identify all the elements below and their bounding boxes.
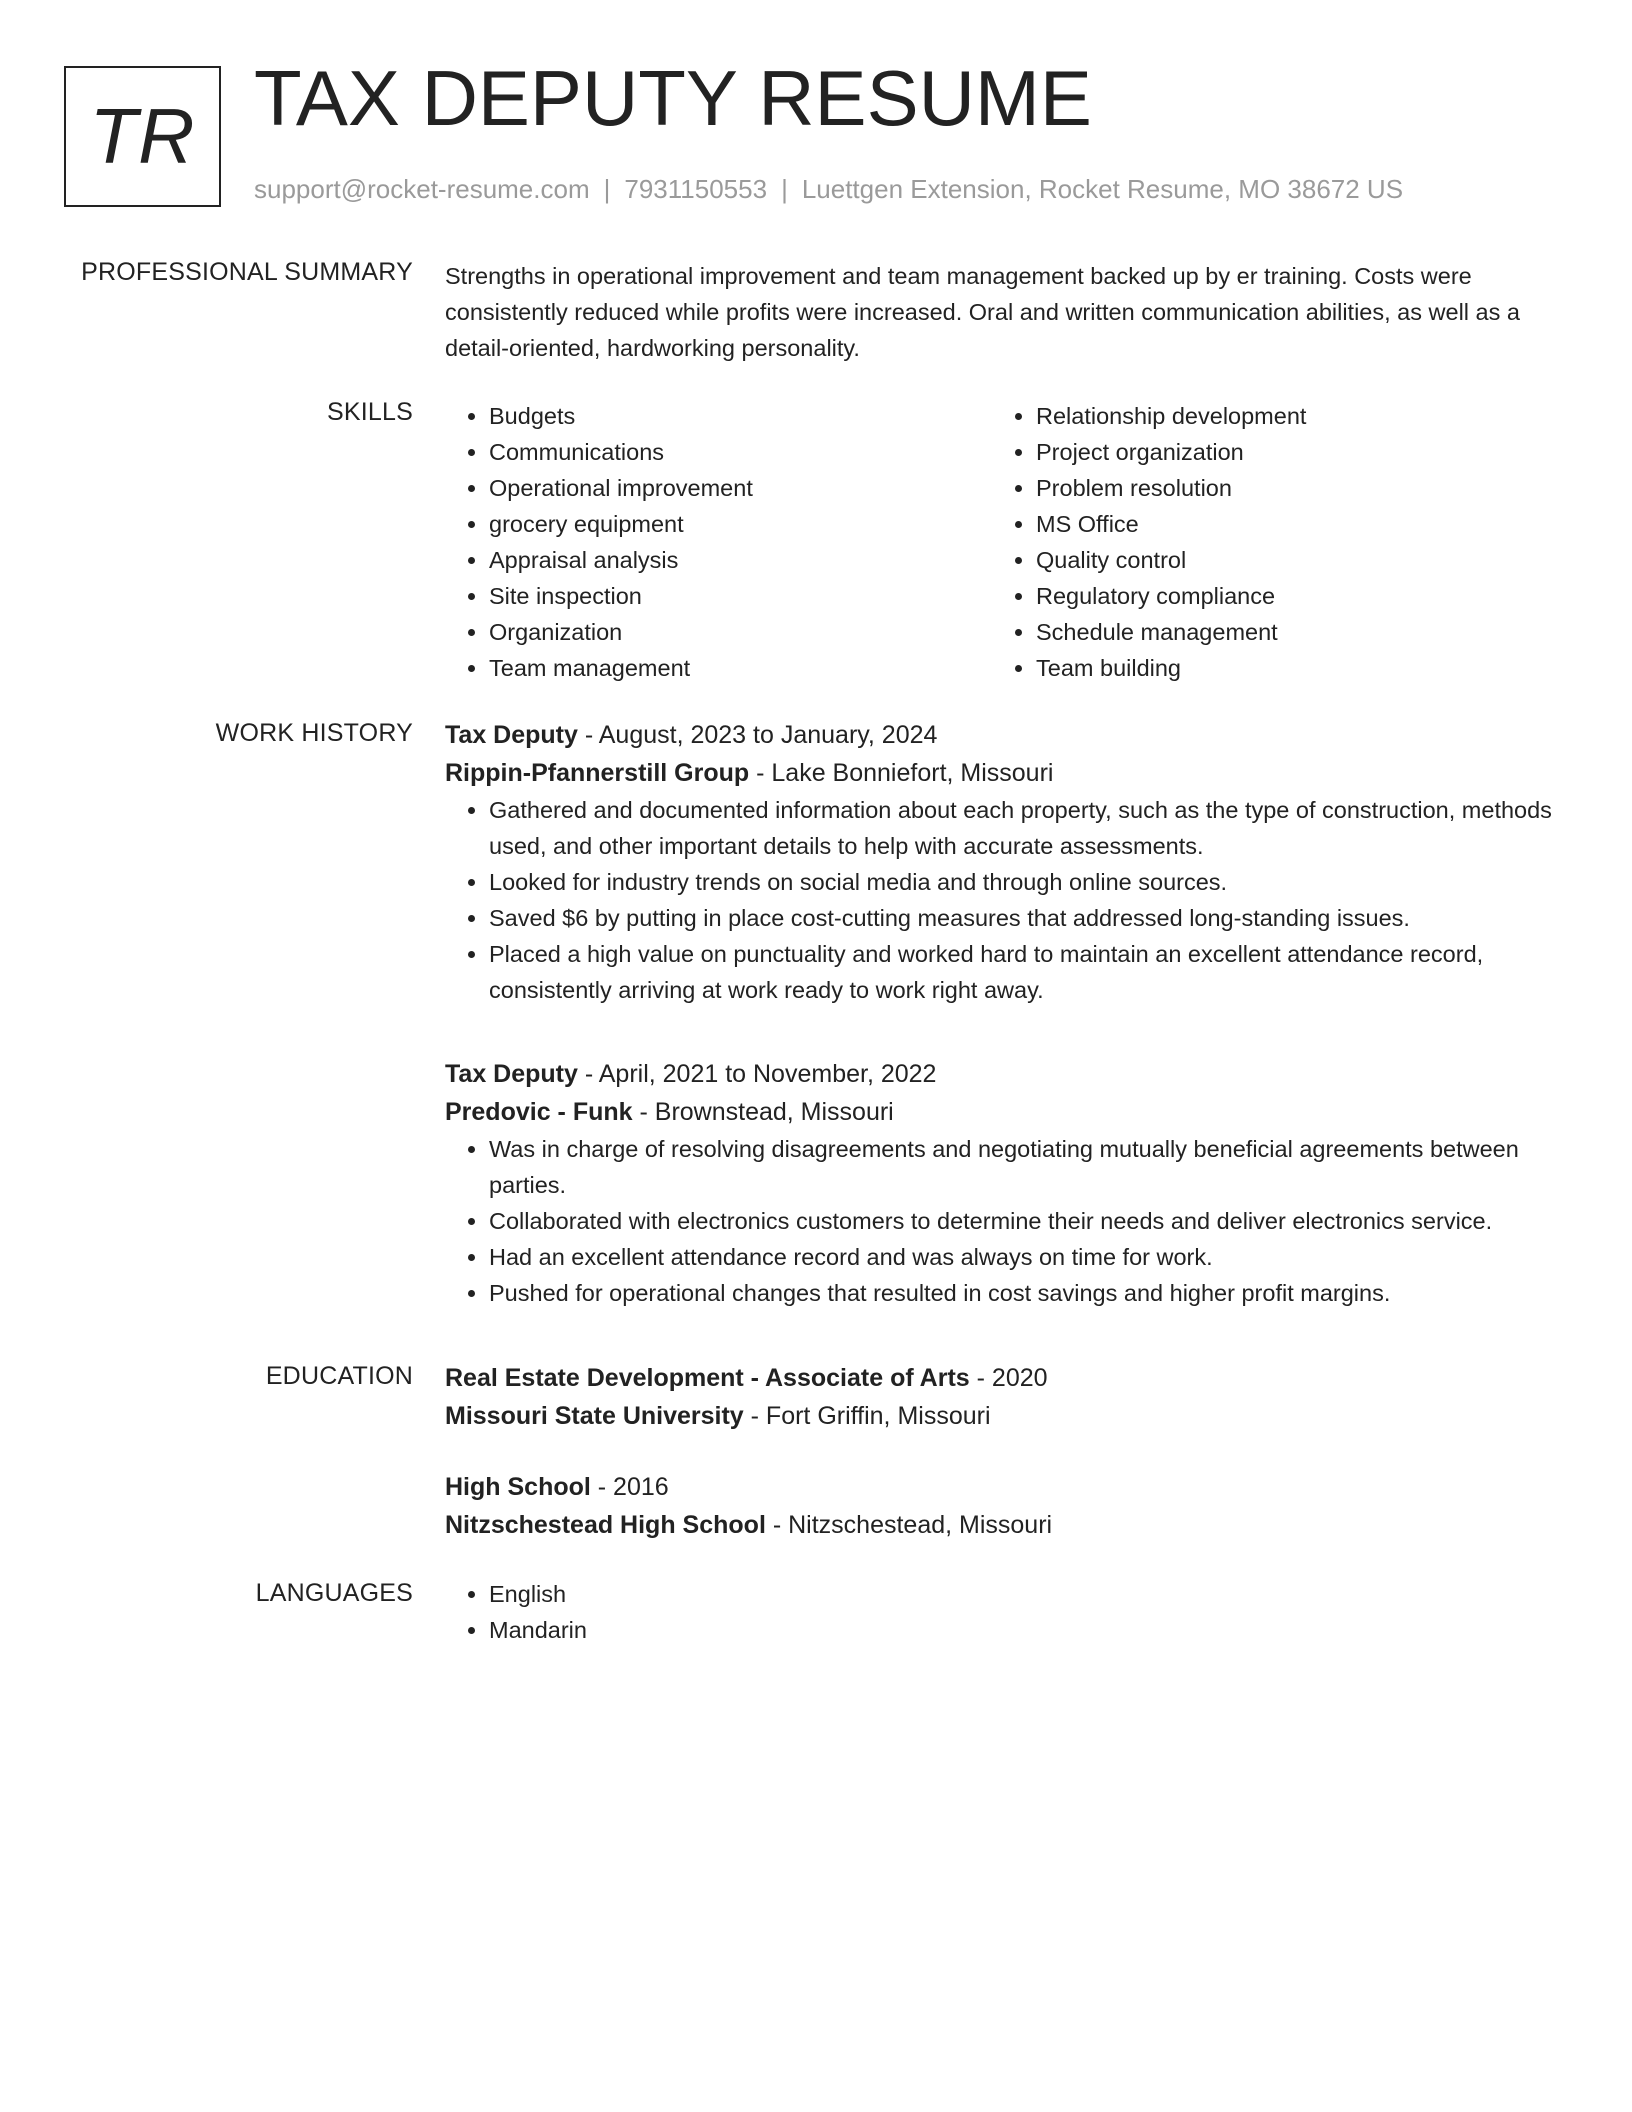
section-label-work: WORK HISTORY — [215, 719, 413, 747]
job-company: Rippin-Pfannerstill Group — [445, 759, 750, 787]
degree-line — [445, 1468, 1555, 1506]
job-bullet: • Gathered and documented information about each property, such as the type of construction, methods used, and other important details to help with accurate assessments. — [489, 792, 1555, 864]
skill-item: • Regulatory compliance — [1036, 578, 1539, 614]
school-line — [445, 1506, 1555, 1544]
language-item: • English — [489, 1576, 1555, 1612]
job-bullet: • Pushed for operational changes that resulted in cost savings and higher profit margins. — [489, 1275, 1555, 1311]
job-title: Tax Deputy — [445, 1060, 578, 1088]
degree-line — [445, 1359, 1555, 1397]
skill-item: • Relationship development — [1036, 398, 1539, 434]
job-location: - Brownstead, Missouri — [632, 1098, 894, 1126]
skills-grid — [445, 398, 1555, 686]
degree-year: - 2020 — [969, 1364, 1048, 1392]
skills-list-left — [445, 398, 992, 686]
skill-item: • grocery equipment — [489, 506, 992, 542]
summary-text: Strengths in operational improvement and team management backed up by er training. Costs were consistently reduced while profits were increased. Oral and written communication abilities, as well as a detail-oriented, hardworking personality. — [445, 263, 1520, 361]
skill-item: • MS Office — [1036, 506, 1539, 542]
languages-list — [445, 1576, 1555, 1648]
skill-item: • Organization — [489, 614, 992, 650]
skills-column-right — [992, 398, 1539, 686]
school-location: - Nitzschestead, Missouri — [765, 1511, 1053, 1539]
skill-item: • Team management — [489, 650, 992, 686]
contact-separator: | — [603, 174, 611, 204]
job-bullets — [445, 792, 1555, 1008]
contact-separator: | — [781, 174, 788, 204]
degree: Real Estate Development - Associate of Arts — [445, 1364, 970, 1392]
job-bullet: • Placed a high value on punctuality and worked hard to maintain an excellent attendance record, consistently arriving at work ready to work right away. — [489, 936, 1555, 1008]
section-label-languages: LANGUAGES — [255, 1579, 413, 1607]
school: Missouri State University — [445, 1402, 744, 1430]
job-title-line — [445, 716, 1555, 754]
skill-item: • Site inspection — [489, 578, 992, 614]
degree: High School — [445, 1473, 591, 1501]
job-entry — [445, 1055, 1555, 1311]
job-bullet: • Was in charge of resolving disagreements and negotiating mutually beneficial agreements between parties. — [489, 1131, 1555, 1203]
languages-section — [445, 1576, 1555, 1648]
school-line — [445, 1397, 1555, 1435]
education-entry — [445, 1468, 1555, 1544]
skills-list-right — [992, 398, 1539, 686]
skill-item: • Budgets — [489, 398, 992, 434]
job-bullet: • Collaborated with electronics customers to determine their needs and deliver electronics service. — [489, 1203, 1555, 1239]
skill-item: • Appraisal analysis — [489, 542, 992, 578]
skill-item: • Communications — [489, 434, 992, 470]
job-bullets — [445, 1131, 1555, 1311]
skill-item: • Quality control — [1036, 542, 1539, 578]
job-company-line — [445, 1093, 1555, 1131]
contact-address: Luettgen Extension, Rocket Resume, MO 38672 US — [801, 174, 1404, 204]
skills-section — [445, 398, 1555, 686]
contact-phone: 7931150553 — [624, 174, 768, 204]
resume-title: TAX DEPUTY RESUME — [254, 54, 1092, 142]
job-entry — [445, 716, 1555, 1008]
language-item: • Mandarin — [489, 1612, 1555, 1648]
section-label-summary: PROFESSIONAL SUMMARY — [81, 258, 413, 286]
job-company: Predovic - Funk — [445, 1098, 633, 1126]
contact-line — [254, 174, 1403, 205]
skill-item: • Problem resolution — [1036, 470, 1539, 506]
skill-item: • Schedule management — [1036, 614, 1539, 650]
summary-section — [445, 258, 1555, 366]
school-location: - Fort Griffin, Missouri — [743, 1402, 991, 1430]
job-bullet: • Looked for industry trends on social media and through online sources. — [489, 864, 1555, 900]
job-location: - Lake Bonniefort, Missouri — [749, 759, 1054, 787]
job-dates: - August, 2023 to January, 2024 — [577, 721, 938, 749]
job-dates: - April, 2021 to November, 2022 — [577, 1060, 937, 1088]
skill-item: • Team building — [1036, 650, 1539, 686]
job-company-line — [445, 754, 1555, 792]
job-bullet: • Had an excellent attendance record and was always on time for work. — [489, 1239, 1555, 1275]
section-label-education: EDUCATION — [265, 1362, 413, 1390]
skill-item: • Project organization — [1036, 434, 1539, 470]
job-bullet: • Saved $6 by putting in place cost-cutting measures that addressed long-standing issues. — [489, 900, 1555, 936]
job-title-line — [445, 1055, 1555, 1093]
skills-column-left — [445, 398, 992, 686]
school: Nitzschestead High School — [445, 1511, 766, 1539]
skill-item: • Operational improvement — [489, 470, 992, 506]
contact-email: support@rocket-resume.com — [254, 174, 590, 204]
degree-year: - 2016 — [590, 1473, 669, 1501]
monogram-badge: TR — [64, 66, 221, 207]
section-label-skills: SKILLS — [327, 398, 413, 426]
job-title: Tax Deputy — [445, 721, 578, 749]
education-entry — [445, 1359, 1555, 1435]
